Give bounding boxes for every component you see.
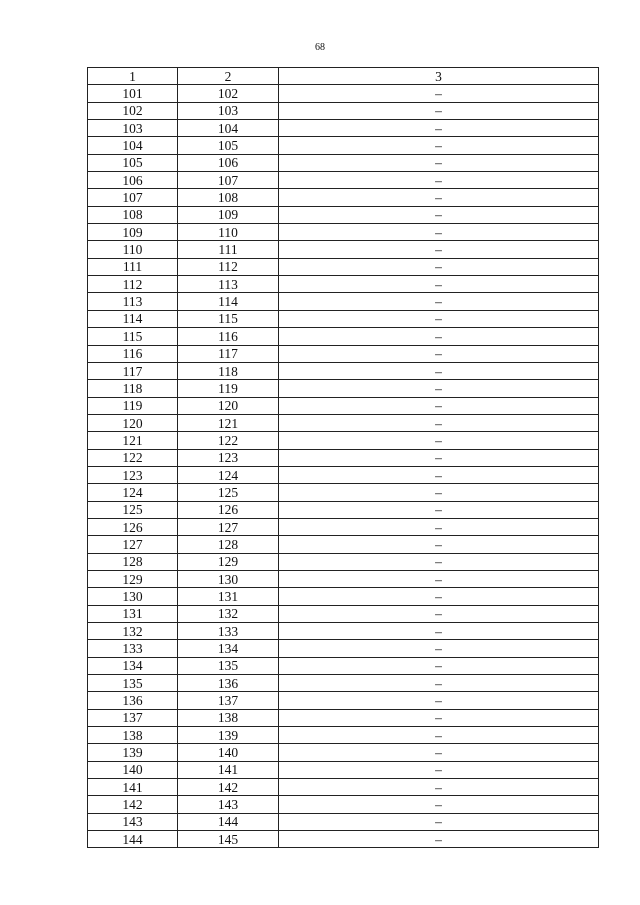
table-cell-col-1: 122 bbox=[88, 449, 178, 466]
table-cell-col-3: – bbox=[279, 449, 599, 466]
table-cell-col-1: 101 bbox=[88, 85, 178, 102]
table-cell-col-1: 128 bbox=[88, 553, 178, 570]
table-cell-col-2: 145 bbox=[178, 831, 279, 848]
table-cell-col-3: – bbox=[279, 640, 599, 657]
table-cell-col-3: – bbox=[279, 657, 599, 674]
table-cell-col-1: 126 bbox=[88, 518, 178, 535]
table-cell-col-2: 103 bbox=[178, 102, 279, 119]
table-cell-col-1: 136 bbox=[88, 692, 178, 709]
table-cell-col-3: – bbox=[279, 276, 599, 293]
table-cell-col-3: – bbox=[279, 414, 599, 431]
table-cell-col-3: – bbox=[279, 206, 599, 223]
table-cell-col-2: 104 bbox=[178, 120, 279, 137]
table-row bbox=[88, 137, 599, 154]
table-cell-col-1: 115 bbox=[88, 328, 178, 345]
table-row bbox=[88, 345, 599, 362]
table-cell-col-3: – bbox=[279, 484, 599, 501]
table-cell-col-2: 112 bbox=[178, 258, 279, 275]
table-cell-col-2: 131 bbox=[178, 588, 279, 605]
table-cell-col-3: – bbox=[279, 518, 599, 535]
table-cell-col-3: – bbox=[279, 120, 599, 137]
column-header-1: 1 bbox=[88, 68, 178, 85]
table-cell-col-1: 124 bbox=[88, 484, 178, 501]
column-header-2: 2 bbox=[178, 68, 279, 85]
table-cell-col-3: – bbox=[279, 241, 599, 258]
table-row bbox=[88, 206, 599, 223]
table-cell-col-1: 135 bbox=[88, 675, 178, 692]
table-row bbox=[88, 362, 599, 379]
table-cell-col-1: 114 bbox=[88, 310, 178, 327]
table-cell-col-3: – bbox=[279, 570, 599, 587]
table-cell-col-3: – bbox=[279, 536, 599, 553]
table-cell-col-3: – bbox=[279, 362, 599, 379]
table-cell-col-1: 143 bbox=[88, 813, 178, 830]
table-row bbox=[88, 536, 599, 553]
table-row bbox=[88, 258, 599, 275]
table-cell-col-1: 119 bbox=[88, 397, 178, 414]
table-cell-col-1: 105 bbox=[88, 154, 178, 171]
table-cell-col-2: 111 bbox=[178, 241, 279, 258]
table-row bbox=[88, 623, 599, 640]
table-row bbox=[88, 744, 599, 761]
table-row bbox=[88, 310, 599, 327]
table-cell-col-2: 109 bbox=[178, 206, 279, 223]
table-cell-col-2: 126 bbox=[178, 501, 279, 518]
table-cell-col-2: 125 bbox=[178, 484, 279, 501]
table-cell-col-2: 124 bbox=[178, 466, 279, 483]
table-cell-col-3: – bbox=[279, 328, 599, 345]
table-cell-col-2: 118 bbox=[178, 362, 279, 379]
table-row bbox=[88, 154, 599, 171]
table-cell-col-2: 135 bbox=[178, 657, 279, 674]
table-cell-col-2: 105 bbox=[178, 137, 279, 154]
table-row bbox=[88, 397, 599, 414]
table-cell-col-2: 140 bbox=[178, 744, 279, 761]
table-cell-col-3: – bbox=[279, 189, 599, 206]
table-cell-col-2: 128 bbox=[178, 536, 279, 553]
table-row bbox=[88, 640, 599, 657]
table-cell-col-3: – bbox=[279, 553, 599, 570]
table-cell-col-3: – bbox=[279, 85, 599, 102]
table-row bbox=[88, 675, 599, 692]
table-cell-col-3: – bbox=[279, 709, 599, 726]
table-cell-col-3: – bbox=[279, 345, 599, 362]
table-cell-col-2: 137 bbox=[178, 692, 279, 709]
table-cell-col-3: – bbox=[279, 380, 599, 397]
table-cell-col-2: 117 bbox=[178, 345, 279, 362]
table-cell-col-1: 130 bbox=[88, 588, 178, 605]
table-row bbox=[88, 796, 599, 813]
table-cell-col-3: – bbox=[279, 172, 599, 189]
table-cell-col-2: 122 bbox=[178, 432, 279, 449]
table-cell-col-2: 106 bbox=[178, 154, 279, 171]
table-cell-col-2: 139 bbox=[178, 727, 279, 744]
table-row bbox=[88, 518, 599, 535]
table-row bbox=[88, 172, 599, 189]
table-cell-col-3: – bbox=[279, 432, 599, 449]
table-cell-col-3: – bbox=[279, 675, 599, 692]
table-cell-col-3: – bbox=[279, 154, 599, 171]
table-cell-col-3: – bbox=[279, 813, 599, 830]
table-row bbox=[88, 727, 599, 744]
table-row bbox=[88, 570, 599, 587]
table-cell-col-3: – bbox=[279, 310, 599, 327]
table-cell-col-3: – bbox=[279, 137, 599, 154]
table-cell-col-2: 133 bbox=[178, 623, 279, 640]
table-cell-col-1: 137 bbox=[88, 709, 178, 726]
table-cell-col-1: 133 bbox=[88, 640, 178, 657]
table-row bbox=[88, 380, 599, 397]
table-cell-col-2: 129 bbox=[178, 553, 279, 570]
table-row bbox=[88, 432, 599, 449]
table-cell-col-2: 113 bbox=[178, 276, 279, 293]
table-row bbox=[88, 224, 599, 241]
table-cell-col-1: 120 bbox=[88, 414, 178, 431]
table-cell-col-1: 134 bbox=[88, 657, 178, 674]
table-cell-col-1: 117 bbox=[88, 362, 178, 379]
table-cell-col-1: 103 bbox=[88, 120, 178, 137]
table-row bbox=[88, 466, 599, 483]
table-cell-col-3: – bbox=[279, 796, 599, 813]
table-cell-col-1: 127 bbox=[88, 536, 178, 553]
table-cell-col-1: 141 bbox=[88, 779, 178, 796]
table-cell-col-3: – bbox=[279, 623, 599, 640]
table-cell-col-1: 111 bbox=[88, 258, 178, 275]
table-cell-col-3: – bbox=[279, 761, 599, 778]
table-row bbox=[88, 293, 599, 310]
table-row bbox=[88, 414, 599, 431]
table-cell-col-2: 132 bbox=[178, 605, 279, 622]
table-row bbox=[88, 484, 599, 501]
table-cell-col-1: 110 bbox=[88, 241, 178, 258]
table-cell-col-1: 106 bbox=[88, 172, 178, 189]
table-cell-col-1: 132 bbox=[88, 623, 178, 640]
table-cell-col-3: – bbox=[279, 605, 599, 622]
table-cell-col-2: 108 bbox=[178, 189, 279, 206]
table-cell-col-1: 123 bbox=[88, 466, 178, 483]
table-cell-col-1: 118 bbox=[88, 380, 178, 397]
table-row bbox=[88, 189, 599, 206]
table-cell-col-2: 107 bbox=[178, 172, 279, 189]
table-row bbox=[88, 449, 599, 466]
table-row bbox=[88, 779, 599, 796]
table-cell-col-3: – bbox=[279, 588, 599, 605]
table-row bbox=[88, 85, 599, 102]
table-row bbox=[88, 102, 599, 119]
table-cell-col-1: 138 bbox=[88, 727, 178, 744]
header-row bbox=[88, 68, 599, 85]
table-cell-col-2: 116 bbox=[178, 328, 279, 345]
table-cell-col-2: 120 bbox=[178, 397, 279, 414]
table-cell-col-1: 129 bbox=[88, 570, 178, 587]
table-row bbox=[88, 241, 599, 258]
table-cell-col-1: 104 bbox=[88, 137, 178, 154]
table-cell-col-3: – bbox=[279, 102, 599, 119]
table-cell-col-3: – bbox=[279, 224, 599, 241]
table-cell-col-3: – bbox=[279, 727, 599, 744]
table-cell-col-3: – bbox=[279, 779, 599, 796]
table-cell-col-2: 114 bbox=[178, 293, 279, 310]
table-cell-col-1: 112 bbox=[88, 276, 178, 293]
table-cell-col-2: 138 bbox=[178, 709, 279, 726]
table-cell-col-1: 121 bbox=[88, 432, 178, 449]
table-cell-col-3: – bbox=[279, 466, 599, 483]
table-row bbox=[88, 657, 599, 674]
table-cell-col-1: 139 bbox=[88, 744, 178, 761]
table-row bbox=[88, 276, 599, 293]
table-cell-col-1: 109 bbox=[88, 224, 178, 241]
table-row bbox=[88, 328, 599, 345]
table-cell-col-3: – bbox=[279, 397, 599, 414]
table-cell-col-1: 142 bbox=[88, 796, 178, 813]
page-number: 68 bbox=[315, 42, 325, 53]
table-body bbox=[88, 68, 599, 848]
table-row bbox=[88, 709, 599, 726]
table-row bbox=[88, 831, 599, 848]
table-row bbox=[88, 692, 599, 709]
table-cell-col-1: 131 bbox=[88, 605, 178, 622]
table-cell-col-1: 108 bbox=[88, 206, 178, 223]
table-cell-col-3: – bbox=[279, 293, 599, 310]
column-header-3: 3 bbox=[279, 68, 599, 85]
table-cell-col-1: 102 bbox=[88, 102, 178, 119]
table-cell-col-2: 130 bbox=[178, 570, 279, 587]
table-row bbox=[88, 120, 599, 137]
table-cell-col-2: 115 bbox=[178, 310, 279, 327]
table-cell-col-2: 110 bbox=[178, 224, 279, 241]
table-row bbox=[88, 553, 599, 570]
table-cell-col-1: 107 bbox=[88, 189, 178, 206]
table-cell-col-2: 136 bbox=[178, 675, 279, 692]
table-cell-col-2: 143 bbox=[178, 796, 279, 813]
table-cell-col-1: 125 bbox=[88, 501, 178, 518]
table-cell-col-3: – bbox=[279, 501, 599, 518]
table-cell-col-2: 123 bbox=[178, 449, 279, 466]
table-cell-col-1: 140 bbox=[88, 761, 178, 778]
table-row bbox=[88, 813, 599, 830]
table-row bbox=[88, 761, 599, 778]
data-table bbox=[87, 67, 599, 848]
table-cell-col-2: 142 bbox=[178, 779, 279, 796]
table-cell-col-3: – bbox=[279, 692, 599, 709]
table-cell-col-2: 102 bbox=[178, 85, 279, 102]
table-cell-col-1: 116 bbox=[88, 345, 178, 362]
table-cell-col-1: 144 bbox=[88, 831, 178, 848]
table-cell-col-2: 121 bbox=[178, 414, 279, 431]
table-cell-col-3: – bbox=[279, 744, 599, 761]
table-cell-col-2: 144 bbox=[178, 813, 279, 830]
table-row bbox=[88, 588, 599, 605]
table-row bbox=[88, 501, 599, 518]
table-cell-col-2: 127 bbox=[178, 518, 279, 535]
table-cell-col-2: 119 bbox=[178, 380, 279, 397]
table-cell-col-2: 141 bbox=[178, 761, 279, 778]
table-row bbox=[88, 605, 599, 622]
table-cell-col-1: 113 bbox=[88, 293, 178, 310]
table-cell-col-3: – bbox=[279, 258, 599, 275]
table-cell-col-2: 134 bbox=[178, 640, 279, 657]
table-cell-col-3: – bbox=[279, 831, 599, 848]
